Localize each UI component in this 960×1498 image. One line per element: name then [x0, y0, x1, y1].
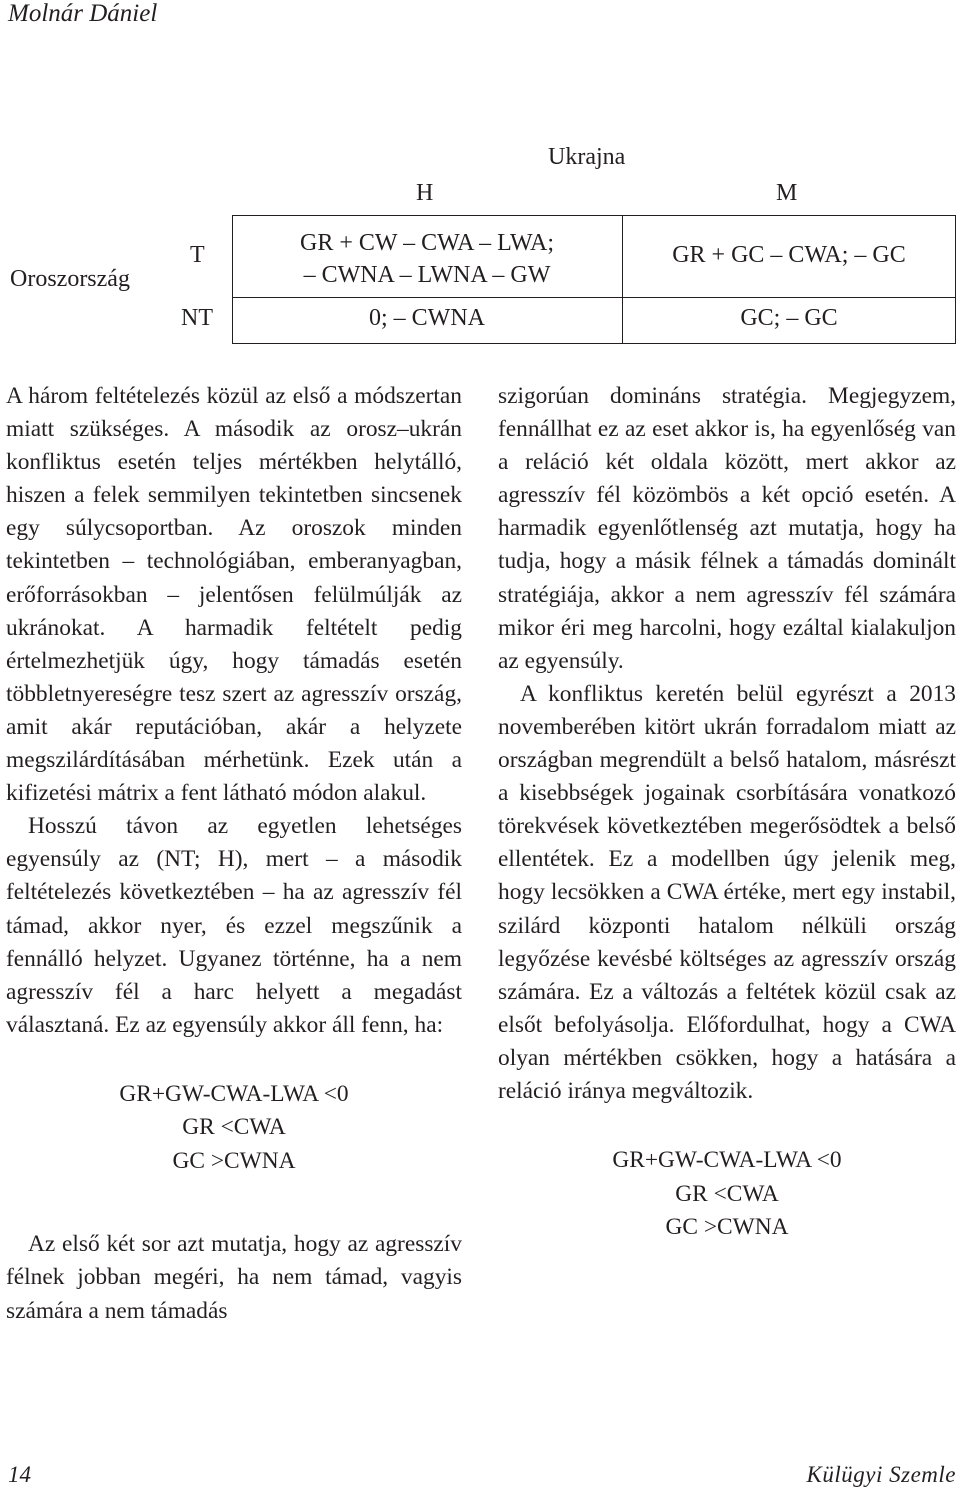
paragraph: szigorúan domináns stratégia. Megjegyzem, fennállhat ez az eset akkor is, ha egyenlőség van a reláció két oldala között, mert akkor az agresszív fél közömbös a két opció esetén. A harmadik egyenlőtlenség azt mutatja, hogy ha tudja, hogy a másik félnek a támadás dominált stratégiája, akkor a nem agresszív fél számára mikor éri meg harcolni, hogy ezáltal kialakuljon az egyensúly.	[498, 383, 956, 674]
cell-t-h-line2: – CWNA – LWNA – GW	[303, 262, 551, 288]
inequality-line: GR <CWA	[182, 1114, 286, 1141]
matrix-bottom-rule	[232, 343, 956, 344]
row-label-nt: NT	[181, 305, 213, 331]
right-text-column	[498, 380, 956, 1245]
matrix-top-rule	[232, 215, 956, 216]
cell-t-m: GR + GC – CWA; – GC	[672, 242, 906, 268]
paragraph: A konfliktus keretén belül egyrészt a 2013 novemberében kitört ukrán forradalom miatt az országban megrendült a belső hatalom, másrészt a kisebbségek jogainak csorbítására vonatkozó törekvések következtében megerősödtek a belső ellentétek. Ez a modellben úgy jelenik meg, hogy lecsökken a CWA értéke, mert egy instabil, szilárd központi hatalom nélküli ország legyőzése kevésbé költséges az agresszív ország számára. Ez a változás a feltétek közül csak az elsőt befolyásolja. Előfordulhat, hogy a CWA olyan mértékben csökken, hogy a hatására a reláció iránya megváltozik.	[498, 680, 956, 1104]
column-header-m: M	[776, 180, 798, 206]
inequality-line: GR+GW-CWA-LWA <0	[119, 1080, 349, 1107]
cell-t-h	[232, 227, 622, 291]
row-player-label: Oroszország	[10, 266, 130, 292]
column-header-h: H	[416, 180, 434, 206]
inequality-line: GC >CWNA	[665, 1214, 789, 1241]
matrix-center-rule	[622, 215, 623, 344]
paragraph: Hosszú távon az egyetlen lehetséges egyensúly az (NT; H), mert – a második feltételezés következtében – ha az agresszív fél támad, akkor nyer, és ezzel megszűnik a fennálló helyzet. Ugyanez történne, ha a nem agresszív fél a harc helyett a megadást választaná. Ez az egyensúly akkor áll fenn, ha:	[6, 813, 462, 1038]
matrix-right-rule	[955, 215, 956, 344]
column-player-label: Ukrajna	[548, 144, 626, 170]
cell-nt-h: 0; – CWNA	[369, 305, 485, 331]
page-number: 14	[8, 1462, 31, 1487]
running-head-author: Molnár Dániel	[8, 0, 158, 27]
journal-title: Külügyi Szemle	[806, 1462, 956, 1487]
row-label-t: T	[190, 242, 205, 268]
inequality-block	[498, 1144, 956, 1245]
paragraph: Az első két sor azt mutatja, hogy az agresszív félnek jobban megéri, ha nem támad, vagyis számára a nem támadás	[6, 1231, 462, 1324]
matrix-left-rule	[232, 215, 233, 344]
inequality-line: GR+GW-CWA-LWA <0	[612, 1147, 842, 1174]
paragraph: A három feltételezés közül az első a módszertan miatt szükséges. A második az orosz–ukrán konfliktus esetén teljes mértékben helytálló, hiszen a felek semmilyen tekintetben sincsenek egy súlycsoportban. Az oroszok minden tekintetben – technológiában, emberanyagban, erőforrásokban – jelentősen felülmúlják az ukránokat. A harmadik feltételt pedig értelmezhetjük úgy, hogy támadás esetén többletnyereségre tesz szert az agresszív ország, amit akár reputációban, akár a helyzete megszilárdításában mérhetünk. Ezek után a kifizetési mátrix a fent látható módon alakul.	[6, 383, 462, 807]
inequality-block	[6, 1078, 462, 1179]
left-text-column	[6, 380, 462, 1328]
cell-nt-m: GC; – GC	[740, 305, 838, 331]
inequality-line: GC >CWNA	[172, 1147, 296, 1174]
cell-t-h-line1: GR + CW – CWA – LWA;	[300, 230, 554, 256]
inequality-line: GR <CWA	[675, 1180, 779, 1207]
matrix-middle-rule	[232, 297, 956, 298]
